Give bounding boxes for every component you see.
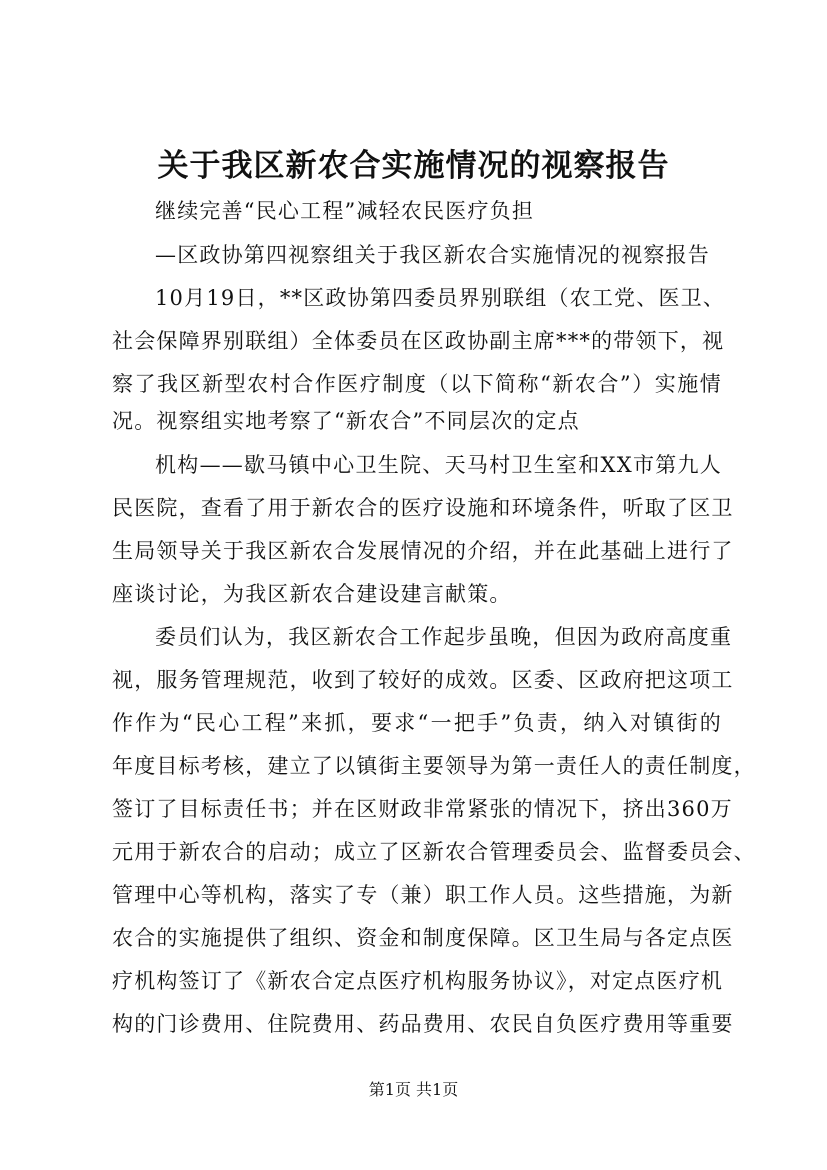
- body-line: 社会保障界别联组）全体委员在区政协副主席***的带领下，视: [112, 329, 725, 353]
- body-line: 况。视察组实地考察了“新农合”不同层次的定点: [112, 409, 580, 433]
- subtitle-line: 继续完善“民心工程”减轻农民医疗负担: [155, 199, 535, 223]
- document-title: 关于我区新农合实施情况的视察报告: [157, 148, 670, 184]
- body-line: 作作为“民心工程”来抓，要求“一把手”负责，纳入对镇街的: [112, 711, 722, 735]
- body-line: 视，服务管理规范，收到了较好的成效。区委、区政府把这项工: [112, 668, 734, 692]
- body-line: 委员们认为，我区新农合工作起步虽晚，但因为政府高度重: [155, 625, 733, 649]
- body-line: 签订了目标责任书；并在区财政非常紧张的情况下，挤出360万: [112, 797, 733, 821]
- body-line: 疗机构签订了《新农合定点医疗机构服务协议》，对定点医疗机: [112, 969, 724, 993]
- body-line: 民医院，查看了用于新农合的医疗设施和环境条件，听取了区卫: [112, 496, 734, 520]
- body-line: 机构——歇马镇中心卫生院、天马村卫生室和XX市第九人: [155, 453, 722, 477]
- body-line: 10月19日，**区政协第四委员界别联组（农工党、医卫、: [155, 286, 726, 310]
- body-line: 年度目标考核，建立了以镇街主要领导为第一责任人的责任制度，: [112, 754, 756, 778]
- page-number-footer: 第1页 共1页: [368, 1080, 459, 1099]
- body-line: 元用于新农合的启动；成立了区新农合管理委员会、监督委员会、: [112, 840, 756, 864]
- body-line: 管理中心等机构，落实了专（兼）职工作人员。这些措施，为新: [112, 883, 734, 907]
- subtitle-line: —区政协第四视察组关于我区新农合实施情况的视察报告: [155, 243, 710, 267]
- body-line: 农合的实施提供了组织、资金和制度保障。区卫生局与各定点医: [112, 926, 734, 950]
- body-line: 座谈讨论，为我区新农合建设建言献策。: [112, 582, 512, 606]
- body-line: 构的门诊费用、住院费用、药品费用、农民自负医疗费用等重要: [112, 1012, 734, 1036]
- body-line: 生局领导关于我区新农合发展情况的介绍，并在此基础上进行了: [112, 539, 734, 563]
- body-line: 察了我区新型农村合作医疗制度（以下简称“新农合”）实施情: [112, 372, 722, 396]
